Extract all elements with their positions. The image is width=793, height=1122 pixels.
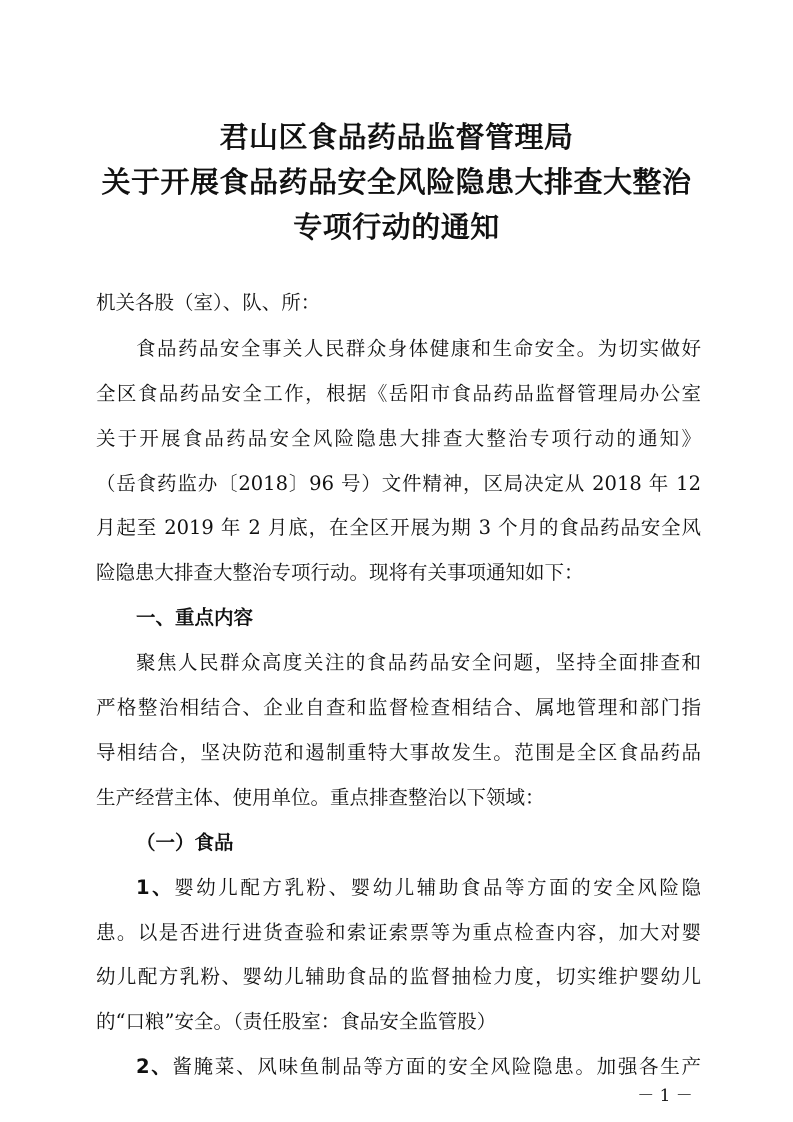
item-2-text: 酱腌菜、风味鱼制品等方面的安全风险隐患。加强各生产: [172, 1055, 701, 1078]
item-1-line: [136, 875, 701, 901]
page-number: － 1 －: [637, 1086, 693, 1106]
title-line-1: 君山区食品药品监督管理局: [219, 120, 574, 154]
section-body-line: 导相结合，坚决防范和遏制重特大事故发生。范围是全区食品药品: [96, 741, 701, 764]
item-1-text: 婴幼儿配方乳粉、婴幼儿辅助食品等方面的安全风险隐: [174, 876, 701, 899]
intro-line: 险隐患大排查大整治专项行动。现将有关事项通知如下：: [96, 561, 584, 584]
salutation: 机关各股（室）、队、所：: [96, 291, 321, 314]
intro-line: 全区食品药品安全工作，根据《岳阳市食品药品监督管理局办公室: [96, 382, 701, 405]
section-body-line: 聚焦人民群众高度关注的食品药品安全问题，坚持全面排查和: [136, 651, 701, 674]
item-1-line: 幼儿配方乳粉、婴幼儿辅助食品的监督抽检力度，切实维护婴幼儿: [96, 965, 701, 988]
item-1-line: 患。以是否进行进货查验和索证索票等为重点检查内容，加大对婴: [96, 921, 701, 944]
intro-line: 食品药品安全事关人民群众身体健康和生命安全。为切实做好: [136, 337, 701, 360]
item-2-line: [136, 1054, 701, 1080]
title-line-3: 专项行动的通知: [293, 210, 500, 244]
section-body-line: 生产经营主体、使用单位。重点排查整治以下领域：: [96, 786, 545, 809]
intro-line: 月起至 2019 年 2 月底，在全区开展为期 3 个月的食品药品安全风: [96, 516, 701, 539]
section-heading: 一、重点内容: [136, 606, 254, 629]
subsection-heading: （一）食品: [136, 831, 234, 854]
intro-line: 关于开展食品药品安全风险隐患大排查大整治专项行动的通知》: [96, 427, 701, 450]
item-2-number: 2、: [136, 1055, 173, 1078]
item-1-line: 的“口粮”安全。（责任股室：食品安全监管股）: [96, 1010, 497, 1033]
intro-line: （岳食药监办〔2018〕96 号）文件精神，区局决定从 2018 年 12: [96, 472, 701, 495]
item-1-number: 1、: [136, 876, 175, 899]
section-body-line: 严格整治相结合、企业自查和监督检查相结合、属地管理和部门指: [96, 696, 701, 719]
title-line-2: 关于开展食品药品安全风险隐患大排查大整治: [101, 165, 692, 199]
